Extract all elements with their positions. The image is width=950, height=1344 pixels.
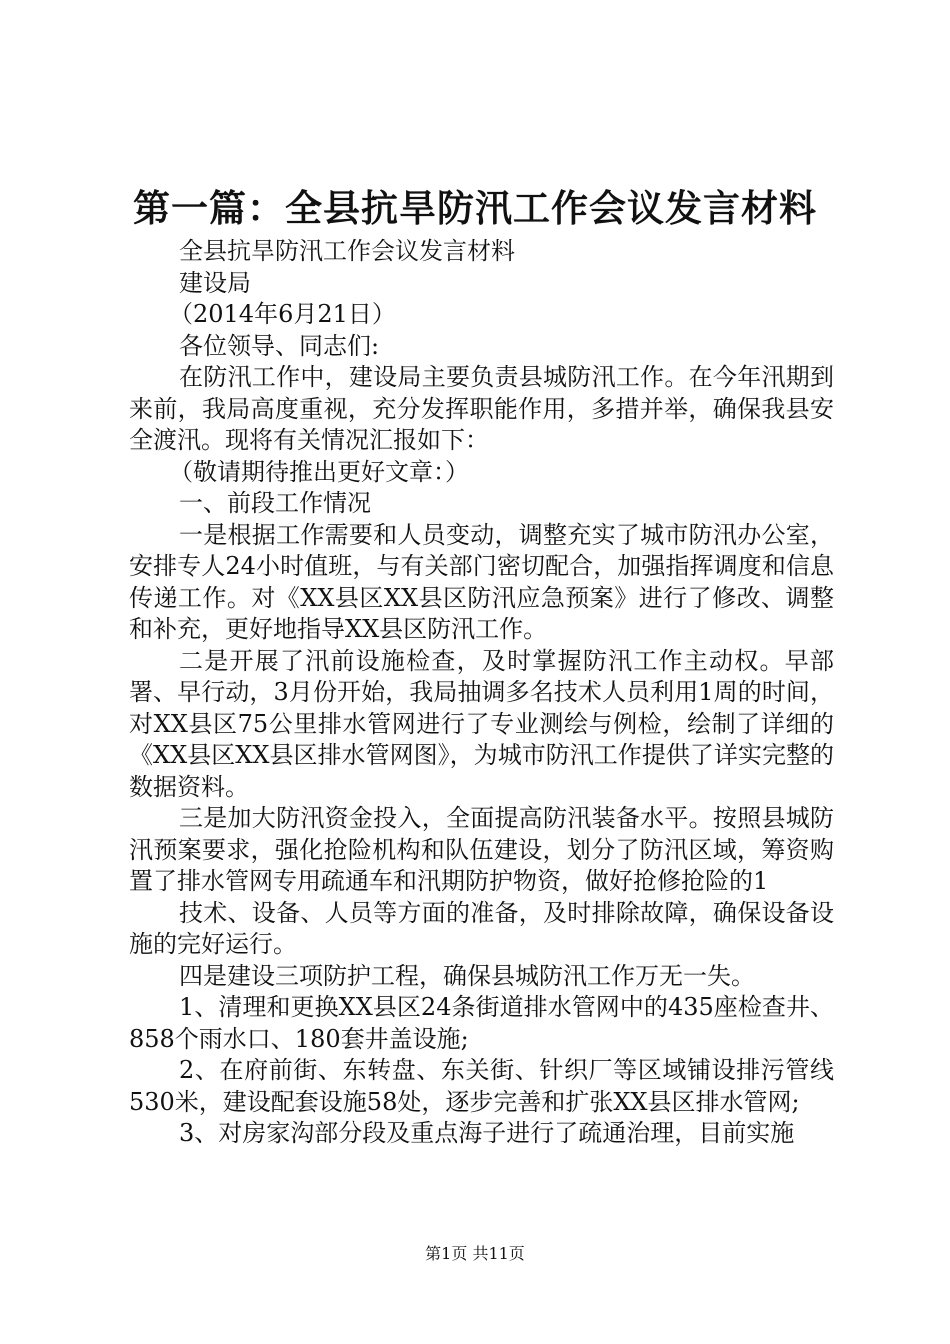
- document-body: [129, 236, 834, 1150]
- paragraph-note: （敬请期待推出更好文章：）: [169, 457, 469, 486]
- paragraph-item-2: 二是开展了汛前设施检查，及时掌握防汛工作主动权。早部署、早行动，3月份开始，我局抽调多名技术人员利用1周的时间，对XX县区75公里排水管网进行了专业测绘与例检，绘制了详细的《XX县区XX县区排水管网图》，为城市防汛工作提供了详实完整的数据资料。: [129, 646, 834, 801]
- list-item-1: 1、清理和更换XX县区24条街道排水管网中的435座检查井、858个雨水口、180套井盖设施;: [129, 993, 834, 1053]
- paragraph-item-4: 四是建设三项防护工程，确保县城防汛工作万无一失。: [179, 961, 755, 990]
- paragraph-item-1: 一是根据工作需要和人员变动，调整充实了城市防汛办公室，安排专人24小时值班，与有关部门密切配合，加强指挥调度和信息传递工作。对《XX县区XX县区防汛应急预案》进行了修改、调整和补充，更好地指导XX县区防汛工作。: [129, 520, 834, 643]
- paragraph-item-3: 三是加大防汛资金投入，全面提高防汛装备水平。按照县城防汛预案要求，强化抢险机构和队伍建设，划分了防汛区域，筹资购置了排水管网专用疏通车和汛期防护物资，做好抢修抢险的1: [129, 804, 834, 895]
- page-footer: 第1页 共11页: [425, 1244, 525, 1263]
- paragraph-intro: 在防汛工作中，建设局主要负责县城防汛工作。在今年汛期到来前，我局高度重视，充分发挥职能作用，多措并举，确保我县安全渡汛。现将有关情况汇报如下：: [129, 363, 834, 454]
- list-item-3: 3、对房家沟部分段及重点海子进行了疏通治理，目前实施: [179, 1119, 795, 1147]
- paragraph-department: 建设局: [179, 268, 251, 297]
- paragraph-item-3-continued: 技术、设备、人员等方面的准备，及时排除故障，确保设备设施的完好运行。: [129, 898, 834, 958]
- list-item-2: 2、在府前街、东转盘、东关街、针织厂等区域铺设排污管线530米，建设配套设施58处，逐步完善和扩张XX县区排水管网;: [129, 1056, 834, 1116]
- paragraph-date: （2014年6月21日）: [169, 300, 396, 328]
- paragraph-salutation: 各位领导、同志们:: [179, 331, 380, 360]
- document-title: 第一篇：全县抗旱防汛工作会议发言材料: [133, 186, 817, 230]
- paragraph-subtitle: 全县抗旱防汛工作会议发言材料: [179, 237, 515, 265]
- section-heading: 一、前段工作情况: [179, 489, 371, 517]
